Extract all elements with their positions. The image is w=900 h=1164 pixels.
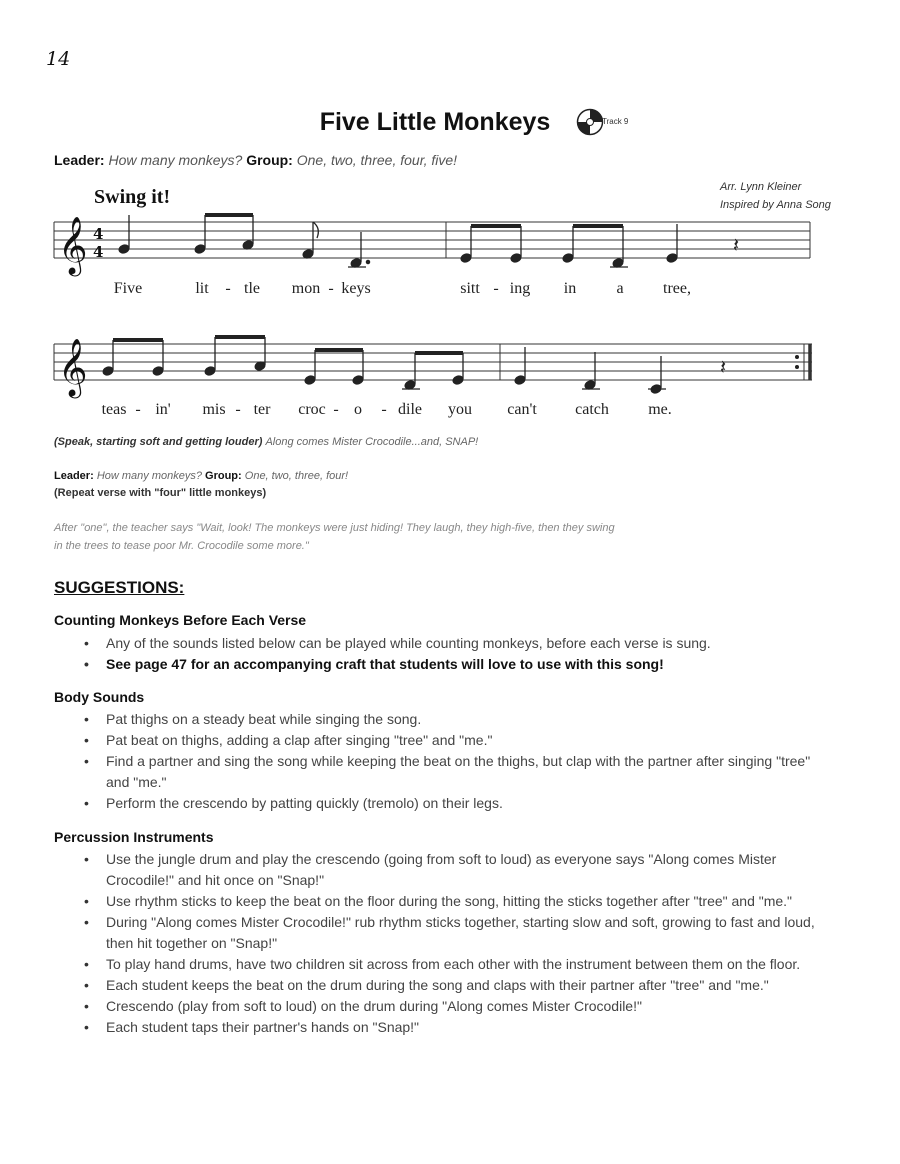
- list-item: • To play hand drums, have two children sit across from each other with the instrument between them on the floor.: [54, 954, 824, 975]
- staff-system-2: [54, 344, 812, 380]
- lyric-syllable: dile: [398, 401, 422, 418]
- svg-text:𝄽: 𝄽: [733, 233, 740, 257]
- list-item: • Crescendo (play from soft to loud) on the drum during "Along comes Mister Crocodile!": [54, 996, 824, 1017]
- percussion-list: [54, 849, 824, 1038]
- lyric-syllable: Five: [113, 280, 143, 297]
- lyric-syllable: you: [448, 401, 472, 418]
- lyric-syllable: ing: [509, 280, 531, 297]
- treble-clef: 𝄞: [58, 216, 88, 274]
- track-label: Track 9: [602, 117, 629, 126]
- lyric-hyphen: -: [333, 401, 339, 418]
- list-item: • Pat thighs on a steady beat while singing the song.: [54, 709, 824, 730]
- section-heading-percussion: Percussion Instruments: [54, 829, 214, 845]
- lyric-syllable: in: [563, 280, 577, 297]
- list-item: • Pat beat on thighs, adding a clap after singing "tree" and "me.": [54, 730, 824, 751]
- lyric-hyphen: -: [328, 280, 334, 297]
- body-sounds-list: [54, 709, 824, 814]
- page-title: Five Little Monkeys: [319, 108, 551, 136]
- notes-measure-1: [118, 215, 370, 268]
- after-note-line-1: After "one", the teacher says "Wait, look! The monkeys were just hiding! They laugh, they high-five, then they swing: [54, 522, 615, 534]
- list-item: • Use rhythm sticks to keep the beat on the floor during the song, hitting the sticks together after "tree" and "me.": [54, 891, 824, 912]
- lyric-syllable: mis: [202, 401, 226, 418]
- page-number: 14: [46, 48, 71, 70]
- lyric-hyphen: -: [493, 280, 499, 297]
- after-note-line-2: in the trees to tease poor Mr. Crocodile some more.": [54, 540, 309, 552]
- lyric-syllable: lit: [195, 280, 209, 297]
- inspired-credit: Inspired by Anna Song: [720, 199, 831, 211]
- lyric-syllable: tle: [244, 280, 260, 297]
- lyric-syllable: ter: [253, 401, 271, 418]
- list-item: • During "Along comes Mister Crocodile!" rub rhythm sticks together, starting slow and soft, growing to fast and loud, then hit together on "Snap!": [54, 912, 824, 954]
- suggestions-heading: SUGGESTIONS:: [54, 578, 185, 597]
- list-item: • Find a partner and sing the song while keeping the beat on the thighs, but clap with the partner after singing "tree" and "me.": [54, 751, 824, 793]
- lyric-hyphen: -: [235, 401, 241, 418]
- list-item: • Each student keeps the beat on the drum during the song and claps with their partner after "tree" and "me.": [54, 975, 824, 996]
- list-item: • Use the jungle drum and play the crescendo (going from soft to loud) as everyone says "Along comes Mister Crocodile!" and hit once on "Snap!": [54, 849, 824, 891]
- list-item: • Perform the crescendo by patting quickly (tremolo) on their legs.: [54, 793, 824, 814]
- staff-system-1: [54, 222, 810, 258]
- lyric-hyphen: -: [381, 401, 387, 418]
- spoken-instruction: (Speak, starting soft and getting louder) Along comes Mister Crocodile...and, SNAP!: [54, 436, 479, 448]
- svg-text:𝄽: 𝄽: [720, 355, 727, 379]
- lyric-syllable: keys: [341, 280, 371, 297]
- lyric-syllable: me.: [648, 401, 672, 418]
- tempo-marking: Swing it!: [94, 186, 171, 208]
- leader-verse-2: Leader: How many monkeys? Group: One, two, three, four!: [54, 470, 349, 482]
- arranger-credit: Arr. Lynn Kleiner: [720, 181, 802, 193]
- list-item: • See page 47 for an accompanying craft that students will love to use with this song!: [54, 654, 824, 675]
- lyric-syllable: mon: [291, 280, 321, 297]
- treble-clef-2: 𝄞: [58, 338, 88, 396]
- sheet-music: [0, 0, 900, 440]
- lyric-syllable: sitt: [460, 280, 480, 297]
- section-heading-counting: Counting Monkeys Before Each Verse: [54, 612, 307, 628]
- lyric-syllable: croc: [298, 401, 326, 418]
- list-item: • Any of the sounds listed below can be played while counting monkeys, before each verse is sung.: [54, 633, 824, 654]
- lyric-syllable: in': [155, 401, 171, 418]
- counting-list: [54, 633, 824, 675]
- lyric-syllable: can't: [507, 401, 537, 418]
- notes-measure-3: [102, 337, 464, 390]
- lyric-syllable: teas: [101, 401, 127, 418]
- repeat-note: (Repeat verse with "four" little monkeys): [54, 487, 267, 499]
- list-item: • Each student taps their partner's hands on "Snap!": [54, 1017, 824, 1038]
- time-signature-bottom: 4: [93, 243, 104, 261]
- lyric-hyphen: -: [135, 401, 141, 418]
- time-signature-top: 4: [93, 225, 104, 243]
- lyric-hyphen: -: [225, 280, 231, 297]
- lyric-syllable: tree,: [663, 280, 691, 297]
- lyric-syllable: catch: [575, 401, 609, 418]
- lyric-syllable: a: [616, 280, 624, 297]
- leader-intro: Leader: How many monkeys? Group: One, two, three, four, five!: [54, 152, 458, 168]
- section-heading-body-sounds: Body Sounds: [54, 689, 145, 705]
- lyric-syllable: o: [354, 401, 362, 418]
